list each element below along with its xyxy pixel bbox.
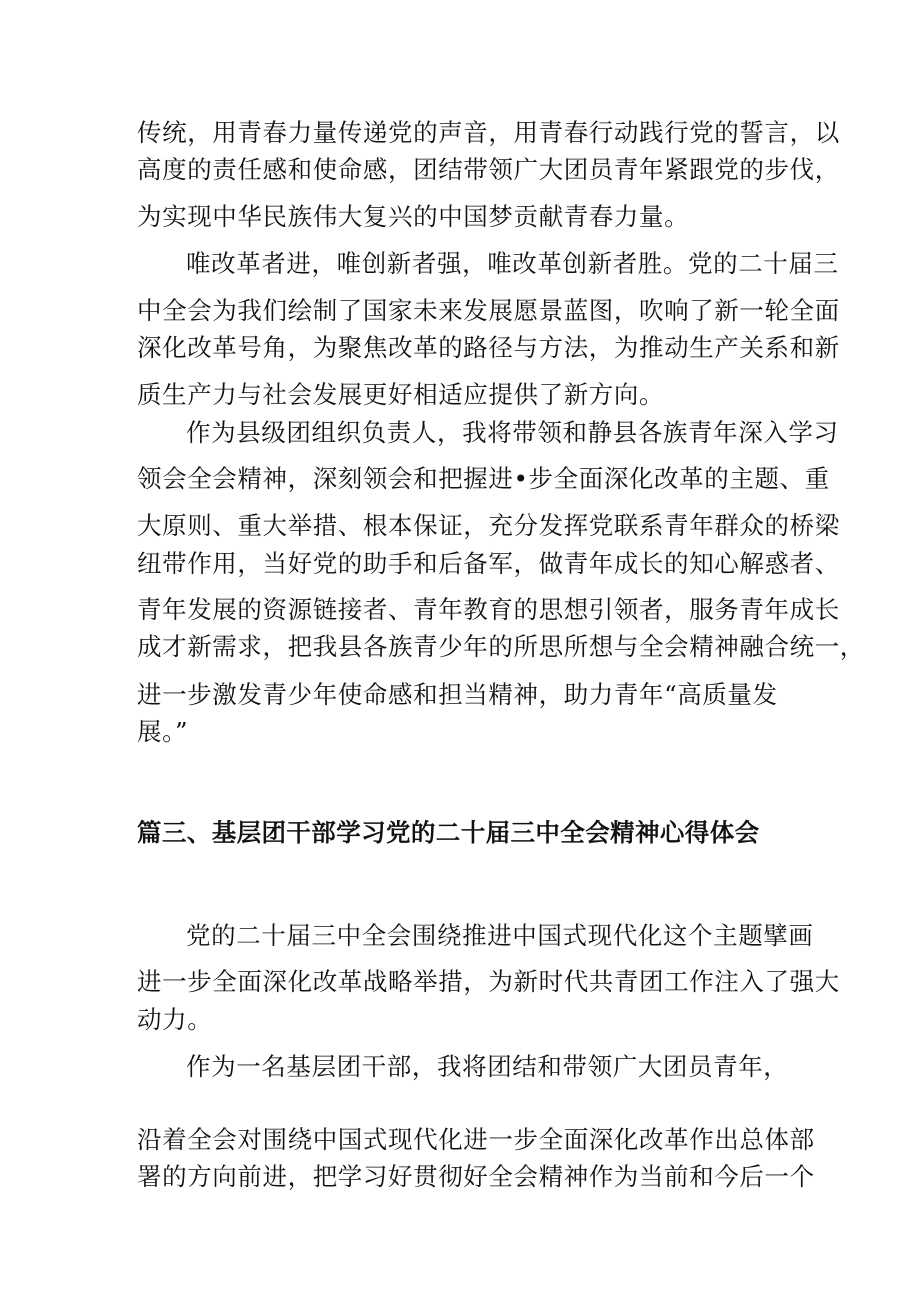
paragraph-line: 传统，用青春力量传递党的声音，用青春行动践行党的誓言，以 <box>137 118 840 147</box>
paragraph-line: 沿着全会对围绕中国式现代化进一步全面深化改革作出总体部 <box>137 1125 815 1154</box>
paragraph-line: 署的方向前进，把学习好贯彻好全会精神作为当前和今后一个 <box>137 1162 815 1191</box>
paragraph-line: 进一步全面深化改革战略举措，为新时代共青团工作注入了强大 <box>137 967 840 996</box>
paragraph-line: 党的二十届三中全会围绕推进中国式现代化这个主题擘画 <box>186 921 814 950</box>
paragraph-line: 领会全会精神，深刻领会和把握进•步全面深化改革的主题、重 <box>137 464 830 493</box>
paragraph-line: 展。” <box>137 717 189 746</box>
paragraph-line: 高度的责任感和使命感，团结带领广大团员青年紧跟党的步伐， <box>137 155 840 184</box>
paragraph-line: 动力。 <box>137 1005 213 1034</box>
paragraph-line: 中全会为我们绘制了国家未来发展愿景蓝图，吹响了新一轮全面 <box>137 296 840 325</box>
paragraph-line: 作为县级团组织负责人，我将带领和静县各族青年深入学习 <box>186 418 839 447</box>
paragraph-line: 质生产力与社会发展更好相适应提供了新方向。 <box>137 380 665 409</box>
paragraph-line: 大原则、重大举措、根本保证，充分发挥党联系青年群众的桥梁 <box>137 511 840 540</box>
paragraph-line: 作为一名基层团干部，我将团结和带领广大团员青年， <box>186 1052 789 1081</box>
paragraph-line: 进一步激发青少年使命感和担当精神，助力青年“高质量发 <box>137 680 778 709</box>
paragraph-line: 深化改革号角，为聚焦改革的路径与方法，为推动生产关系和新 <box>137 333 840 362</box>
paragraph-line: 青年发展的资源链接者、青年教育的思想引领者，服务青年成长 <box>137 595 840 624</box>
section-heading: 篇三、基层团干部学习党的二十届三中全会精神心得体会 <box>137 818 760 847</box>
paragraph-line: 唯改革者进，唯创新者强，唯改革创新者胜。党的二十届三 <box>186 249 839 278</box>
paragraph-line: 成才新需求，把我县各族青少年的所思所想与全会精神融合统一， <box>137 632 865 661</box>
paragraph-line: 纽带作用，当好党的助手和后备军，做青年成长的知心解惑者、 <box>137 549 840 578</box>
paragraph-line: 为实现中华民族伟大复兴的中国梦贡献青春力量。 <box>137 202 690 231</box>
